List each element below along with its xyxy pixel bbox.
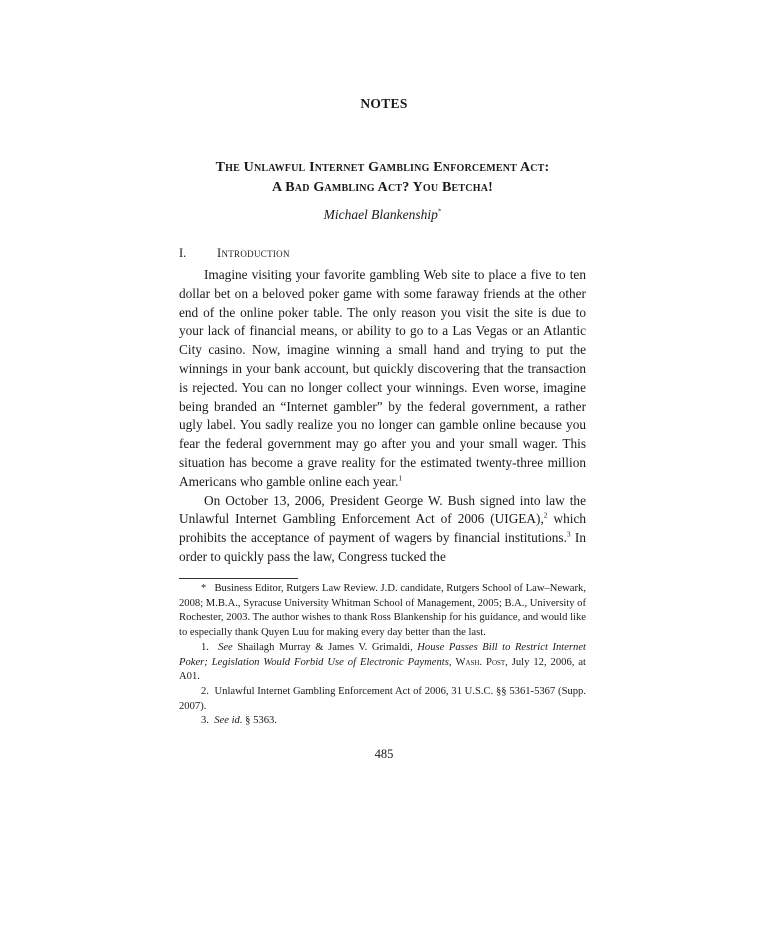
paragraph-2-text-b: which prohibits the acceptance of payment of wagers by financial institutions. (179, 511, 586, 546)
footnote-1-authors: Shailagh Murray & James V. Grimaldi, (237, 641, 413, 653)
section-number: I. (179, 246, 187, 260)
article-title-line-2: A Bad Gambling Act? You Betcha! (272, 180, 493, 195)
footnote-1-source: Wash. Post (455, 656, 506, 668)
footnote-ref-2: 2 (543, 510, 548, 520)
footnote-3-marker: 3. (201, 715, 209, 727)
footnote-1-rest: July 12, 2006, at A01. (179, 656, 586, 683)
paragraph-2 (179, 492, 586, 567)
footnote-1-marker: 1. (201, 641, 209, 653)
paragraph-1-text: Imagine visiting your favorite gambling Web site to place a five to ten dollar bet on a beloved poker game with some faraway friends at the other end of the online poker table. The only reason you visit the site is due to your lack of financial means, or ability to go to a Las Vegas or an Atlantic City casino. Now, imagine winning a small hand and trying to put the winnings in your bank account, but quickly discovering that the transaction is rejected. You can no longer collect your winnings. Even worse, imagine being branded an “Internet gambler” by the federal government, a rather ugly label. You sadly realize you no longer can gamble online because you fear the federal government may go after you and your small wager. This situation has become a grave reality for the estimated twenty-three million Americans who gamble online each year. (179, 267, 586, 489)
footnote-star (179, 582, 586, 641)
footnote-star-marker: * (201, 583, 207, 594)
footnote-3-signal: See id. (214, 715, 243, 727)
footnote-ref-3: 3 (566, 529, 571, 539)
notes-heading: NOTES (360, 96, 408, 111)
footnote-1-signal: See (218, 641, 233, 653)
footnote-star-text: Business Editor, Rutgers Law Review. J.D. candidate, Rutgers School of Law–Newark, 2008; M.B.A., Syracuse University Whitman School of Management, 2005; B.A., University of Rochester, 2003. The author wishes to thank Ross Blankenship for his guidance, and would like to especially thank Quyen Luu for making every day better than the last. (179, 583, 586, 639)
paragraph-2-text-c: In order to quickly pass the law, Congress tucked the (179, 530, 586, 564)
page-number: 485 (374, 747, 394, 761)
footnote-ref-1: 1 (398, 473, 403, 483)
footnote-2-marker: 2. (201, 685, 209, 697)
article-title (179, 158, 586, 198)
section-name: Introduction (217, 246, 290, 260)
footnote-2 (179, 685, 586, 714)
paragraph-2-text-a: On October 13, 2006, President George W. Bush signed into law the Unlawful Internet Gambling Enforcement Act of 2006 (UIGEA), (179, 492, 586, 527)
footnote-2-text: Unlawful Internet Gambling Enforcement Act of 2006, 31 U.S.C. §§ 5361-5367 (Supp. 2007). (179, 685, 586, 712)
footnote-3-text: § 5363. (245, 715, 277, 727)
footnote-3 (179, 714, 586, 729)
author-name: Michael Blankenship (323, 207, 438, 222)
body-text (179, 266, 586, 567)
paragraph-1 (179, 266, 586, 492)
footnote-divider (179, 578, 298, 579)
author-footnote-marker: * (437, 207, 442, 216)
footnotes (179, 582, 586, 729)
footnote-1: 1. See Shailagh Murray & James V. Grimaldi, House Passes Bill to Restrict Internet Poker; Legislation Would Forbid Use of Electronic Payments, Wash. Post, July 12, 2006, at A01. (179, 641, 586, 683)
section-heading (179, 246, 290, 261)
article-title-line-1: The Unlawful Internet Gambling Enforcement Act: (215, 160, 550, 175)
footnote-1-article-title: House Passes Bill to Restrict Internet Poker; Legislation Would Forbid Use of Electronic Payments (179, 641, 586, 668)
author-byline (179, 207, 586, 223)
